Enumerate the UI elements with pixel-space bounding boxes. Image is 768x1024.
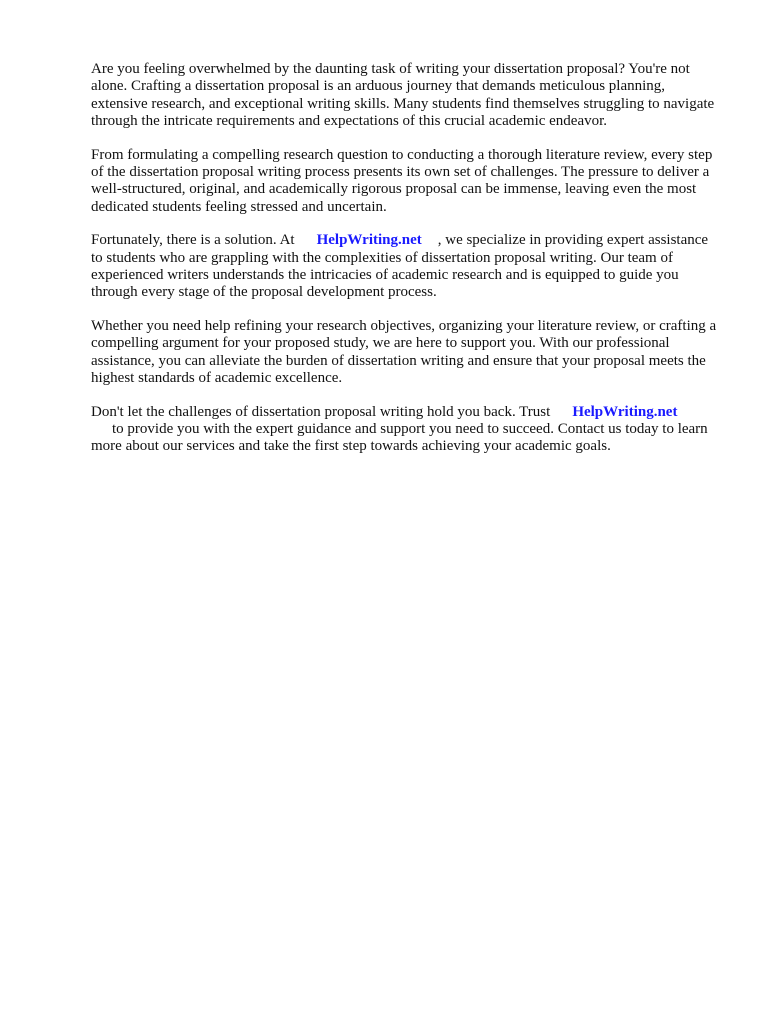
paragraph-solution	[91, 232, 721, 302]
cta-text-before: Don't let the challenges of dissertation proposal writing hold you back. Trust	[91, 403, 551, 420]
paragraph-intro: Are you feeling overwhelmed by the daunting task of writing your dissertation proposal? You're not alone. Crafting a dissertation proposal is an arduous journey that demands meticulous planning, extensive research, and exceptional writing skills. Many students find themselves struggling to navigate through the intricate requirements and expectations of this crucial academic endeavor.	[91, 61, 715, 130]
paragraph-support: Whether you need help refining your research objectives, organizing your literature review, or crafting a compelling argument for your proposed study, we are here to support you. With our professional assistance, you can alleviate the burden of dissertation writing and ensure that your proposal meets the highest standards of academic excellence.	[91, 317, 717, 387]
paragraph-call-to-action	[91, 404, 721, 456]
helpwriting-link-cta[interactable]: HelpWriting.net	[572, 403, 678, 420]
solution-text-before: Fortunately, there is a solution. At	[91, 232, 295, 249]
solution-text-after: , we specialize in providing expert assistance to students who are grappling with the complexities of dissertation proposal writing. Our team of experienced writers understands the intricacies of academic research and is equipped to guide you through every stage of the proposal development process.	[91, 232, 709, 301]
cta-text-after: to provide you with the expert guidance and support you need to succeed. Contact us today to learn more about our services and take the first step towards achieving your academic goals.	[91, 420, 708, 455]
paragraph-challenges: From formulating a compelling research question to conducting a thorough literature review, every step of the dissertation proposal writing process presents its own set of challenges. The pressure to deliver a well-structured, original, and academically rigorous proposal can be immense, leaving even the most dedicated students feeling stressed and uncertain.	[91, 146, 713, 215]
helpwriting-link[interactable]: HelpWriting.net	[316, 232, 422, 249]
document-page	[91, 61, 721, 472]
